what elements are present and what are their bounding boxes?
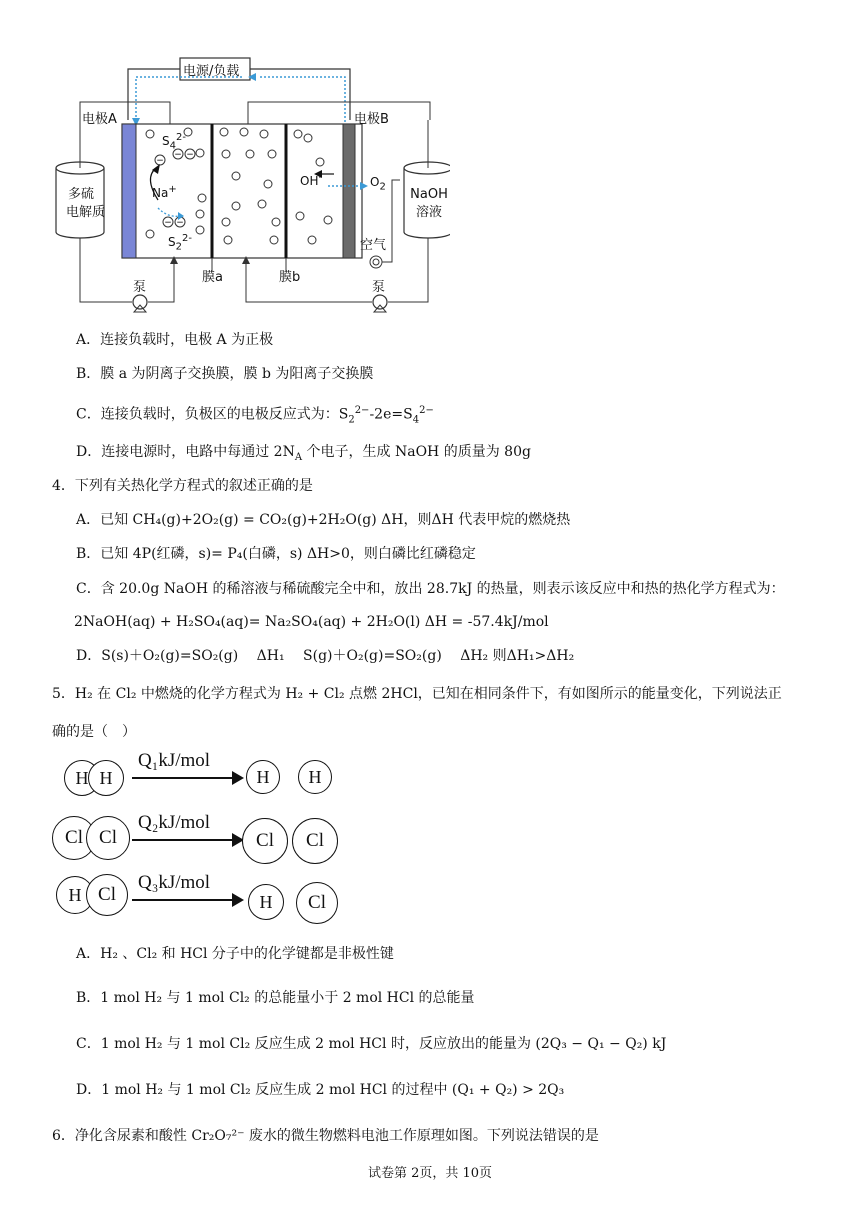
- q5-option-b: B．1 mol H₂ 与 1 mol Cl₂ 的总能量小于 2 mol HCl 的总能量: [76, 990, 475, 1006]
- right-tank-label: [408, 186, 450, 222]
- pump-left-label: 泵: [133, 280, 147, 295]
- q4-option-b: B．已知 4P(红磷，s)= P₄(白磷，s) ΔH>0，则白磷比红磷稳定: [76, 546, 476, 562]
- svg-text:−: −: [164, 218, 172, 228]
- power-load-label: 电源/负载: [183, 64, 240, 79]
- electrode-a: [122, 124, 136, 258]
- q3-d-sub: A: [294, 451, 303, 463]
- na-sup: +: [168, 184, 177, 195]
- q3-c-mid: -2e: [369, 406, 392, 423]
- svg-text:−: −: [156, 156, 164, 166]
- q3-c-eq: =S: [391, 406, 413, 423]
- q3-option-d: [76, 442, 531, 468]
- electrode-a-label: 电极A: [82, 112, 117, 127]
- membrane-a-label: 膜a: [202, 270, 223, 285]
- q1-label: Q₁kJ/mol: [138, 750, 211, 771]
- q3-option-b: B．膜 a 为阴离子交换膜，膜 b 为阳离子交换膜: [76, 366, 374, 382]
- oh-sup: -: [318, 172, 323, 183]
- h-atom-right-1: H: [246, 760, 280, 794]
- s2-sub: 2: [175, 241, 182, 253]
- s4-text: S: [162, 134, 170, 148]
- q4-stem: 4．下列有关热化学方程式的叙述正确的是: [52, 478, 313, 494]
- q5-option-c: C．1 mol H₂ 与 1 mol Cl₂ 反应生成 2 mol HCl 时，反应放出的能量为 (2Q₃ − Q₁ − Q₂) kJ: [76, 1036, 667, 1052]
- q5-option-d: D．1 mol H₂ 与 1 mol Cl₂ 反应生成 2 mol HCl 的过程中 (Q₁ + Q₂) > 2Q₃: [76, 1082, 565, 1098]
- cl-atom-left-1: Cl: [52, 816, 96, 860]
- s2-ion-label: [168, 233, 192, 252]
- page-footer: 试卷第 2页，共 10页: [367, 1166, 493, 1181]
- battery-diagram: [50, 50, 450, 320]
- q6-stem: 6．净化含尿素和酸性 Cr₂O₇²⁻ 废水的微生物燃料电池工作原理如图。下列说法错误的是: [52, 1128, 599, 1144]
- q5-stem-line1: 5．H₂ 在 Cl₂ 中燃烧的化学方程式为 H₂ + Cl₂ 点燃 2HCl，已知在相同条件下，有如图所示的能量变化，下列说法正: [52, 686, 782, 702]
- svg-text:−: −: [186, 150, 194, 160]
- left-tank-line1: 多硫: [67, 187, 94, 202]
- q3-c-pre: C．连接负载时，负极区的电极反应式为：S: [76, 406, 349, 423]
- right-tank-line2: 溶液: [415, 205, 442, 220]
- s4-ion-label: [162, 132, 186, 151]
- left-tank-label: [66, 186, 106, 222]
- q3-label: Q₃kJ/mol: [138, 872, 211, 893]
- cl-atom-right-2: Cl: [292, 818, 338, 864]
- na-text: Na: [152, 186, 169, 200]
- s2-text: S: [168, 235, 176, 249]
- q4-option-c: C．含 20.0g NaOH 的稀溶液与稀硫酸完全中和，放出 28.7kJ 的热量，则表示该反应中和热的热化学方程式为：: [76, 581, 785, 597]
- arrow-1-head: [232, 771, 244, 785]
- o2-text: O: [370, 175, 380, 189]
- q3-d-pre: D．连接电源时，电路中每通过 2N: [76, 444, 295, 460]
- h-atom-left-2: H: [88, 760, 124, 796]
- q3-d-post: 个电子，生成 NaOH 的质量为 80g: [302, 444, 531, 460]
- electrode-b: [343, 124, 355, 258]
- membrane-b-label: 膜b: [279, 270, 301, 285]
- electrode-b-label: 电极B: [354, 112, 389, 127]
- arrow-2-shaft: [132, 839, 236, 841]
- arrow-1-shaft: [132, 777, 236, 779]
- air-label: 空气: [360, 238, 387, 253]
- q5-stem-line2: 确的是（ ）: [52, 724, 136, 740]
- oh-text: OH: [300, 174, 319, 188]
- right-tank-line1: NaOH: [410, 187, 448, 202]
- q2-label: Q₂kJ/mol: [138, 812, 211, 833]
- left-tank-line2: 电解质: [66, 205, 106, 220]
- hcl-h-atom-right: H: [248, 884, 284, 920]
- oh-ion-label: [300, 172, 322, 188]
- cl-atom-right-1: Cl: [242, 818, 288, 864]
- hcl-h-atom-left: H: [56, 876, 94, 914]
- arrow-3-head: [232, 893, 244, 907]
- q4-option-a: A．已知 CH₄(g)+2O₂(g) = CO₂(g)+2H₂O(g) ΔH，则ΔH 代表甲烷的燃烧热: [76, 512, 571, 528]
- q4-option-c-equation: 2NaOH(aq) + H₂SO₄(aq)= Na₂SO₄(aq) + 2H₂O(l) ΔH = -57.4kJ/mol: [74, 614, 549, 630]
- q4-option-d: D．S(s)＋O₂(g)=SO₂(g) ΔH₁ S(g)＋O₂(g)=SO₂(g) ΔH₂ 则ΔH₁>ΔH₂: [76, 648, 575, 664]
- na-ion-label: [152, 184, 177, 200]
- svg-text:−: −: [174, 150, 182, 160]
- svg-text:−: −: [176, 218, 184, 228]
- cl-atom-left-2: Cl: [86, 816, 130, 860]
- arrow-3-shaft: [132, 899, 236, 901]
- pump-left-icon: [133, 295, 147, 309]
- s4-sub: 4: [169, 140, 176, 152]
- s2-sup: 2-: [182, 233, 192, 244]
- pump-right-icon: [373, 295, 387, 309]
- hcl-cl-atom-right: Cl: [296, 882, 338, 924]
- h-atom-left-1: H: [64, 760, 100, 796]
- q3-option-c: C．连接负载时，负极区的电极反应式为：$S_2^{2-}-2e=S_4^{2-}$: [76, 405, 434, 426]
- q3-option-a: A．连接负载时，电极 A 为正极: [76, 332, 274, 348]
- q5-option-a: A．H₂ 、Cl₂ 和 HCl 分子中的化学键都是非极性键: [76, 946, 394, 962]
- o2-label: [370, 175, 386, 192]
- hcl-cl-atom-left: Cl: [86, 874, 128, 916]
- o2-sub: 2: [379, 181, 386, 193]
- h-atom-right-2: H: [298, 760, 332, 794]
- pump-right-label: 泵: [372, 280, 386, 295]
- s4-sup: 2-: [176, 132, 186, 143]
